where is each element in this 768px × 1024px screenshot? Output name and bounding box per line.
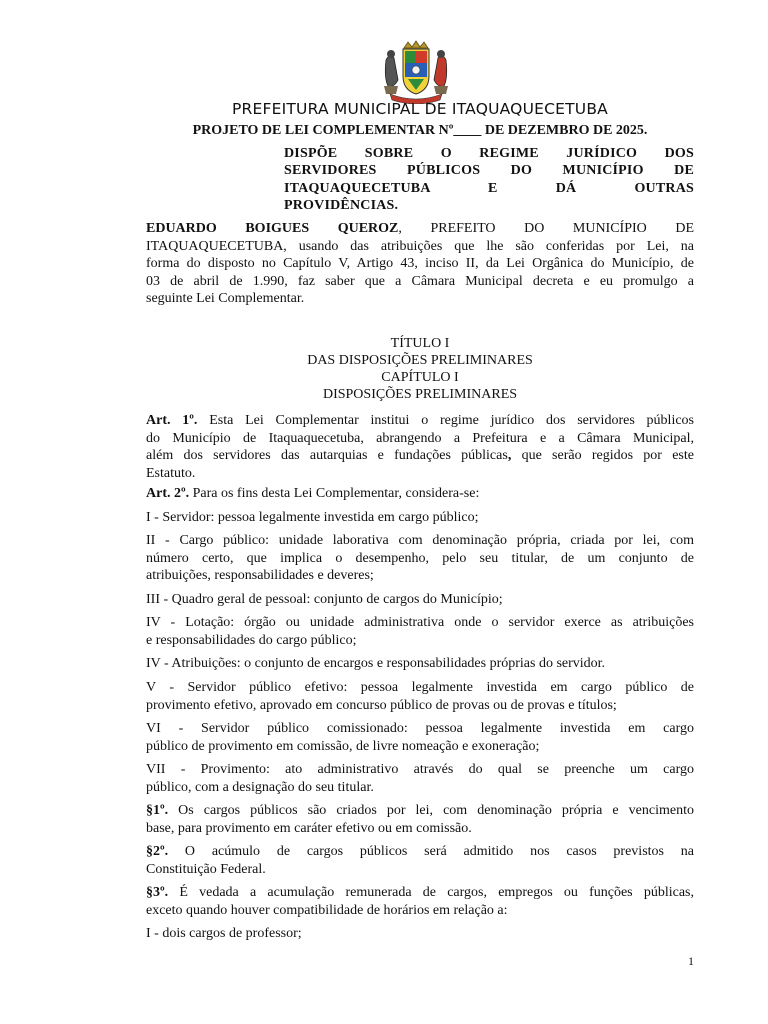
inciso-iii: III - Quadro geral de pessoal: conjunto de cargos do Município; (146, 592, 503, 607)
paragraph-3: §3º. É vedada a acumulação remunerada de cargos, empregos ou funções públicas, exceto quando houver compatibilidade de horários em relação a: (146, 885, 694, 918)
inciso-ii: II - Cargo público: unidade laborativa com denominação própria, criada por lei, com número certo, que implica o desempenho, pelo seu titular, de um conjunto de atribuições, responsabilidades e deveres; (146, 533, 694, 583)
coat-of-arms-icon (376, 40, 456, 104)
paragraph-1: §1º. Os cargos públicos são criados por lei, com denominação própria e vencimento base, para provimento em caráter efetivo ou em comissão. (146, 803, 694, 836)
bill-summary (284, 145, 694, 215)
article-label: Art. 1º. (146, 413, 198, 428)
inciso-vii: VII - Provimento: ato administrativo através do qual se preenche um cargo público, com a designação do seu titular. (146, 762, 694, 795)
paragraph-label: §3º. (146, 885, 169, 900)
page-number: 1 (688, 954, 694, 968)
inciso-vi: VI - Servidor público comissionado: pessoa legalmente investida em cargo público de provimento em comissão, de livre nomeação e exoneração; (146, 721, 694, 754)
summary-line: DISPÕE SOBRE O REGIME JURÍDICO DOS (284, 146, 694, 161)
article-label: Art. 2º. (146, 486, 190, 501)
mayor-name: EDUARDO BOIGUES QUEROZ (146, 221, 399, 236)
article-1: Art. 1º. Esta Lei Complementar institui o regime jurídico dos servidores públicos do Município de Itaquaquecetuba, abrangendo a Prefeitura e a Câmara Municipal, além dos servidores das autarquias e fundações públicas, que serão regidos por este Estatuto. (146, 413, 695, 481)
inciso-iv-atribuicoes: IV - Atribuições: o conjunto de encargos e responsabilidades próprias do servidor. (146, 656, 606, 671)
summary-line: ITAQUAQUECETUBA E DÁ OUTRAS (284, 180, 694, 196)
item-teacher-positions: I - dois cargos de professor; (146, 926, 302, 941)
preamble: EDUARDO BOIGUES QUEROZ, PREFEITO DO MUNICÍPIO DE ITAQUAQUECETUBA, usando das atribuições que lhe são conferidas por Lei, na forma do disposto no Capítulo V, Artigo 43, inciso II, da Lei Orgânica do Município, de 03 de abril de 1.990, faz saber que a Câmara Municipal decreta e eu promulgo a seguinte Lei Complementar. (146, 221, 694, 306)
summary-line: PROVIDÊNCIAS. (284, 198, 399, 214)
title-subheading: DAS DISPOSIÇÕES PRELIMINARES (307, 353, 533, 368)
article-2: Art. 2º. Para os fins desta Lei Complementar, considera-se: (146, 486, 480, 501)
city-hall-title: PREFEITURA MUNICIPAL DE ITAQUAQUECETUBA (232, 100, 608, 118)
section-headings (146, 335, 694, 403)
bill-title: PROJETO DE LEI COMPLEMENTAR Nº____ DE DEZEMBRO DE 2025. (192, 123, 648, 138)
paragraph-label: §2º. (146, 844, 169, 859)
paragraph-2: §2º. O acúmulo de cargos públicos será admitido nos casos previstos na Constituição Federal. (146, 844, 694, 877)
inciso-iv-lotacao: IV - Lotação: órgão ou unidade administrativa onde o servidor exerce as atribuições e responsabilidades do cargo público; (146, 615, 694, 648)
inciso-v: V - Servidor público efetivo: pessoa legalmente investida em cargo público de provimento efetivo, aprovado em concurso público de provas ou de provas e títulos; (146, 680, 694, 713)
title-heading: TÍTULO I (390, 336, 450, 351)
chapter-subheading: DISPOSIÇÕES PRELIMINARES (322, 387, 518, 402)
paragraph-label: §1º. (146, 803, 169, 818)
chapter-heading: CAPÍTULO I (381, 370, 459, 385)
summary-line: SERVIDORES PÚBLICOS DO MUNICÍPIO DE (284, 163, 694, 179)
inciso-i: I - Servidor: pessoa legalmente investida em cargo público; (146, 510, 479, 525)
